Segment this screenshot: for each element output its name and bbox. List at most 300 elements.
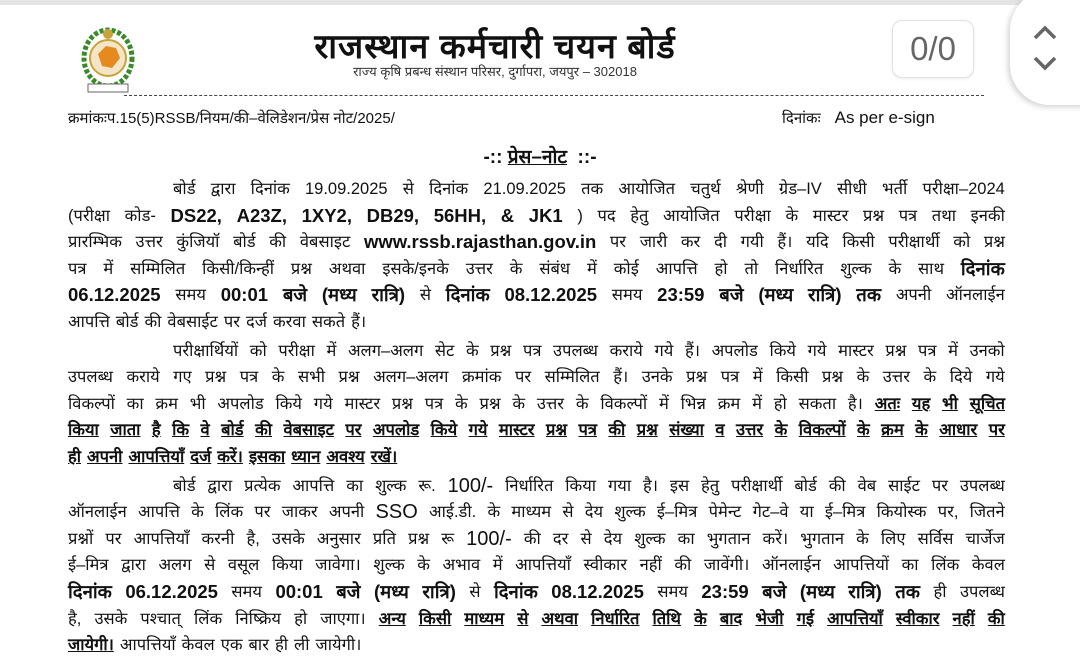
next-match-button[interactable] bbox=[1030, 52, 1060, 76]
text: आपत्ति bbox=[137, 503, 180, 522]
text: ग्रेड–IV bbox=[778, 180, 822, 198]
text: प्रश्न bbox=[338, 368, 360, 387]
heading-suffix: ::- bbox=[577, 147, 597, 168]
text: कोड- bbox=[124, 206, 156, 225]
text: पर bbox=[105, 529, 122, 548]
date-label: दिनांकः bbox=[782, 110, 821, 127]
bold-text: (मध्य bbox=[758, 284, 794, 306]
text: से bbox=[469, 582, 481, 601]
text: ) bbox=[577, 206, 583, 225]
text-line bbox=[68, 391, 1005, 418]
text: बोर्ड bbox=[115, 312, 139, 331]
emphasized-text: दर्ज bbox=[190, 447, 212, 466]
text: वेबसाईट bbox=[167, 312, 218, 331]
text: समय bbox=[231, 582, 262, 601]
text: पत्र bbox=[424, 394, 444, 413]
text: बोर्ड bbox=[173, 476, 196, 495]
bold-text: 06.12.2025 bbox=[68, 284, 161, 306]
text: ऑनलाईन bbox=[946, 286, 1005, 305]
emphasized-text: अपलोड bbox=[372, 421, 420, 440]
text: भुगतान bbox=[706, 529, 751, 548]
emphasized-text: प्रश्न bbox=[545, 421, 568, 440]
chevron-down-icon bbox=[1032, 55, 1058, 73]
emphasized-text: प्रश्न bbox=[636, 421, 658, 440]
emphasized-text: गई bbox=[796, 609, 814, 628]
text-line bbox=[68, 417, 1005, 444]
date-value: As per e-sign bbox=[834, 108, 935, 127]
text-line bbox=[68, 229, 1005, 256]
bold-text: DS22, bbox=[170, 204, 222, 226]
text: गये bbox=[313, 394, 333, 413]
text: में bbox=[752, 394, 762, 413]
bold-text: 08.12.2025 bbox=[551, 580, 644, 602]
text: में bbox=[103, 259, 114, 278]
emphasized-text: आधार bbox=[939, 421, 978, 440]
text: भिन्न bbox=[680, 394, 706, 413]
text: शुल्क bbox=[840, 259, 872, 278]
text: हैं। bbox=[351, 312, 367, 331]
text: जावेगा। bbox=[315, 556, 361, 575]
text: 21.09.2025 bbox=[483, 180, 566, 198]
text: ई–मित्र bbox=[824, 503, 866, 522]
text: के bbox=[923, 368, 937, 387]
text: सकते bbox=[311, 312, 346, 331]
text: प्रश्नों bbox=[68, 529, 94, 548]
emphasized-text: बाद bbox=[719, 609, 743, 628]
text: में bbox=[658, 394, 669, 413]
text: केवल bbox=[971, 556, 1005, 575]
text: अपलोड bbox=[217, 394, 264, 413]
paragraph bbox=[68, 473, 1005, 659]
bold-text: 23:59 bbox=[657, 284, 705, 306]
bold-text: रात्रि) bbox=[371, 284, 406, 306]
text: किसी/किन्हीं bbox=[202, 259, 274, 278]
text: जावेंगी। bbox=[703, 556, 750, 575]
text: ऑनलाईन bbox=[68, 503, 127, 522]
text: में bbox=[492, 556, 503, 575]
text-line bbox=[68, 526, 1005, 553]
text: परीक्षार्थी bbox=[888, 233, 940, 252]
text: यदि bbox=[806, 233, 829, 252]
text: परीक्षार्थियों bbox=[173, 341, 239, 360]
text-line bbox=[68, 473, 1005, 500]
text: पत्र bbox=[239, 368, 259, 387]
emphasized-text: निर्धारित bbox=[591, 609, 640, 628]
emphasized-text: किया bbox=[68, 421, 99, 440]
text: पर bbox=[254, 503, 271, 522]
text: देय bbox=[603, 529, 623, 548]
text: ऑनलाईन bbox=[761, 556, 821, 575]
text: शुल्क bbox=[375, 476, 407, 495]
text: आई.डी. bbox=[429, 503, 477, 522]
text: हेतु bbox=[701, 476, 720, 495]
emphasized-text: वे bbox=[200, 421, 210, 440]
text: जाएगा। bbox=[320, 609, 366, 628]
text: लिंक bbox=[194, 609, 223, 628]
text-line bbox=[68, 606, 1005, 633]
text: प्रश्न bbox=[821, 368, 844, 387]
text: पर, bbox=[937, 503, 959, 522]
paragraph bbox=[68, 176, 1005, 336]
emphasized-text: जायेगी। bbox=[68, 636, 114, 655]
text: गयी bbox=[740, 233, 764, 252]
text: के bbox=[509, 259, 523, 278]
text: गये bbox=[985, 368, 1005, 387]
emphasized-text: व bbox=[715, 421, 725, 440]
bold-text: (मध्य bbox=[799, 580, 835, 602]
text: की bbox=[523, 529, 541, 548]
text: में bbox=[948, 341, 958, 360]
emphasized-text: पर bbox=[345, 421, 362, 440]
text: को bbox=[249, 341, 267, 360]
text: के bbox=[856, 529, 869, 548]
text: जाकर bbox=[281, 503, 318, 522]
text: किसी bbox=[842, 233, 875, 252]
text: बोर्ड bbox=[173, 180, 196, 198]
text: देय bbox=[584, 503, 604, 522]
emphasized-text: गये bbox=[468, 421, 488, 440]
text: हैं। bbox=[613, 368, 629, 387]
text: किसी bbox=[776, 368, 809, 387]
text: पर bbox=[514, 368, 532, 387]
bold-text: बजे bbox=[282, 284, 308, 306]
text: आपत्ति bbox=[292, 476, 335, 495]
text: स्वीकार bbox=[583, 556, 628, 575]
bold-text: दिनांक bbox=[68, 580, 112, 602]
text: दिनांक bbox=[250, 180, 290, 198]
text: वेब bbox=[857, 476, 877, 495]
text: 19.09.2025 bbox=[304, 180, 388, 198]
emphasized-text: किये bbox=[430, 421, 458, 440]
emphasized-text: कि bbox=[172, 421, 190, 440]
paragraph bbox=[68, 338, 1005, 471]
text: संबंध bbox=[539, 259, 571, 278]
text: हो bbox=[294, 609, 308, 628]
emphasized-text: अन्य bbox=[378, 609, 406, 628]
text: उपलब्ध bbox=[959, 476, 1005, 495]
text: पर bbox=[223, 312, 240, 331]
text-line bbox=[68, 552, 1005, 579]
text: द्वारा bbox=[121, 556, 146, 575]
text: के bbox=[512, 394, 526, 413]
organization-address: राज्य कृषि प्रबन्ध संस्थान परिसर, दुर्गापरा, जयपुर – 302018 bbox=[353, 64, 637, 79]
emphasized-text: तिथि bbox=[652, 609, 681, 628]
bold-text: तक bbox=[895, 580, 921, 602]
text: पेमेन्ट bbox=[708, 503, 742, 522]
text: दर bbox=[552, 529, 569, 548]
bold-text: बजे bbox=[762, 580, 787, 602]
text: पत्र bbox=[917, 341, 937, 360]
press-note-heading bbox=[0, 143, 1080, 169]
text: की bbox=[674, 556, 692, 575]
text-line bbox=[68, 176, 1005, 203]
bold-text: रात्रि) bbox=[422, 580, 456, 602]
text: परीक्षार्थी bbox=[731, 476, 783, 495]
text: के bbox=[417, 556, 430, 575]
text: के bbox=[465, 341, 479, 360]
text: अलग bbox=[158, 556, 192, 575]
bold-text: 1XY2, bbox=[301, 204, 352, 226]
emphasized-text: अथवा bbox=[541, 609, 579, 628]
text: चतुर्थ bbox=[690, 180, 721, 198]
emphasized-text: विकल्पों bbox=[798, 421, 846, 440]
text: परीक्षा bbox=[734, 206, 771, 225]
text: करनी bbox=[201, 529, 235, 548]
text: कोई bbox=[613, 259, 639, 278]
text: लिए bbox=[880, 529, 906, 548]
text: की bbox=[144, 312, 162, 331]
text: किया bbox=[565, 476, 597, 495]
heading-text: प्रेस–नोट bbox=[507, 147, 567, 168]
text: द्वारा bbox=[210, 180, 236, 198]
text: गेट–वे bbox=[752, 503, 789, 522]
emphasized-text: की bbox=[608, 421, 626, 440]
bold-text: 56HH, bbox=[433, 204, 487, 226]
text: निष्क्रिय bbox=[235, 609, 281, 628]
bold-text: (मध्य bbox=[373, 580, 409, 602]
text: का bbox=[346, 476, 364, 495]
text: किये bbox=[769, 341, 796, 360]
text: उपलब्ध bbox=[68, 368, 113, 387]
text-line bbox=[68, 499, 1005, 526]
text: अलग–अलग bbox=[373, 368, 449, 387]
bold-text: दिनांक bbox=[493, 580, 538, 602]
emphasized-text: किसी bbox=[418, 609, 452, 628]
text: पत्र bbox=[720, 368, 740, 387]
text: उत्तर bbox=[135, 233, 163, 252]
text: उनके bbox=[641, 368, 673, 387]
text: निर्धारित bbox=[505, 476, 554, 495]
emphasized-text: इसका bbox=[248, 447, 286, 466]
bold-text: JK1 bbox=[528, 204, 563, 226]
text: उपलब्ध bbox=[959, 582, 1005, 601]
text: लिंक bbox=[931, 556, 960, 575]
emphasized-text: अतः bbox=[874, 394, 901, 413]
text: लिंक bbox=[215, 503, 244, 522]
text: हेतु bbox=[630, 206, 649, 225]
text: है। bbox=[642, 476, 658, 495]
search-match-counter: 0/0 bbox=[892, 20, 974, 78]
text: से bbox=[402, 180, 414, 198]
text: सम्मिलित bbox=[544, 368, 600, 387]
text: में bbox=[326, 341, 337, 360]
text: किये bbox=[275, 394, 302, 413]
text: आयोजित bbox=[663, 206, 720, 225]
text: से bbox=[419, 286, 432, 305]
text: उत्तर bbox=[536, 394, 565, 413]
text: आपत्ति bbox=[655, 259, 698, 278]
top-bar bbox=[0, 0, 1080, 5]
text: 100/- bbox=[447, 474, 494, 497]
emphasized-text: आपत्तियाँ bbox=[827, 609, 883, 628]
previous-match-button[interactable] bbox=[1030, 20, 1060, 44]
text: क्रम bbox=[155, 394, 178, 413]
text: गये bbox=[807, 341, 827, 360]
text: की bbox=[269, 233, 287, 252]
emphasized-text: रखें। bbox=[370, 447, 398, 466]
bold-text: दिनांक bbox=[960, 257, 1005, 279]
text: दर्ज bbox=[245, 312, 267, 331]
emphasized-text: संख्या bbox=[669, 421, 704, 440]
emphasized-text: वेबसाइट bbox=[283, 421, 334, 440]
text: इसके/इनके bbox=[382, 259, 449, 278]
emphasized-text: नहीं bbox=[952, 609, 975, 628]
rssb-emblem-logo bbox=[78, 24, 138, 96]
text: प्रश्न bbox=[863, 206, 885, 225]
bold-text: 00:01 bbox=[275, 580, 323, 602]
text: समय bbox=[611, 286, 643, 305]
emphasized-text: आपत्तियाँ bbox=[128, 447, 185, 466]
text: समय bbox=[175, 286, 206, 305]
text: नहीं bbox=[639, 556, 662, 575]
text: सेट bbox=[434, 341, 455, 360]
emphasized-text: की bbox=[255, 421, 273, 440]
text: केवल bbox=[181, 636, 215, 655]
text: के bbox=[455, 394, 468, 413]
text-line bbox=[68, 338, 1005, 365]
text: उसके bbox=[271, 529, 305, 548]
text: का bbox=[126, 394, 144, 413]
text: समय bbox=[657, 582, 688, 601]
bold-text: रात्रि) bbox=[848, 580, 882, 602]
emphasized-text: जाता bbox=[110, 421, 141, 440]
bold-text: & bbox=[500, 204, 515, 226]
text: कराये bbox=[609, 341, 643, 360]
text: रू. bbox=[418, 476, 436, 495]
text: मास्टर bbox=[344, 394, 381, 413]
text: जितने bbox=[969, 503, 1005, 522]
emphasized-text: है bbox=[151, 421, 161, 440]
text: है, bbox=[246, 529, 260, 548]
bold-text: तक bbox=[856, 284, 882, 306]
text: की bbox=[828, 476, 846, 495]
text: निर्धारित bbox=[775, 259, 824, 278]
text: ई–मित्र bbox=[68, 556, 109, 575]
text: या bbox=[799, 503, 814, 522]
organization-title: राजस्थान कर्मचारी चयन बोर्ड bbox=[314, 28, 676, 66]
text: करें। bbox=[762, 529, 789, 548]
text: हो bbox=[714, 259, 728, 278]
text: प्रश्न bbox=[686, 368, 708, 387]
text: 100/- bbox=[466, 527, 512, 550]
text: सभी bbox=[297, 368, 325, 387]
date-field bbox=[782, 108, 935, 128]
text: आपत्तियों bbox=[833, 556, 890, 575]
text: अलग–अलग bbox=[347, 341, 424, 360]
emphasized-text: माध्यम bbox=[464, 609, 505, 628]
text: ली bbox=[294, 636, 310, 655]
bold-text: बजे bbox=[719, 284, 744, 306]
chevron-up-icon bbox=[1032, 23, 1058, 41]
text: से bbox=[204, 556, 216, 575]
emphasized-text: भेजी bbox=[755, 609, 784, 628]
text: जायेगी। bbox=[315, 636, 362, 655]
emphasized-text: के bbox=[915, 421, 928, 440]
text: विकल्पों bbox=[600, 394, 648, 413]
text: का bbox=[677, 529, 695, 548]
text: अनुसार bbox=[316, 529, 361, 548]
text: आयोजित bbox=[618, 180, 676, 198]
text: इस bbox=[669, 476, 690, 495]
text: अपनी bbox=[328, 503, 365, 522]
heading-prefix: -:: bbox=[483, 147, 503, 168]
text: प्रश्न bbox=[391, 394, 413, 413]
text: SSO bbox=[375, 501, 418, 524]
bold-text: 06.12.2025 bbox=[125, 580, 218, 602]
text: भर्ती bbox=[882, 180, 908, 198]
text: से bbox=[562, 503, 574, 522]
text: में bbox=[586, 259, 597, 278]
emphasized-text: पत्र bbox=[578, 421, 597, 440]
text: प्रश्न bbox=[479, 394, 501, 413]
text: पत्र bbox=[898, 206, 918, 225]
text: दिये bbox=[949, 368, 973, 387]
text: जारी bbox=[639, 233, 668, 252]
bold-text: दिनांक bbox=[445, 284, 490, 306]
emphasized-text: बोर्ड bbox=[221, 421, 244, 440]
text: के bbox=[856, 368, 870, 387]
text: के bbox=[271, 368, 285, 387]
text: शुल्क bbox=[634, 529, 666, 548]
text: अपलोड bbox=[711, 341, 758, 360]
emphasized-text: अपनी bbox=[87, 447, 123, 466]
text: पद bbox=[597, 206, 616, 225]
document-body bbox=[68, 176, 1005, 661]
text: श्रेणी bbox=[735, 180, 764, 198]
divider bbox=[124, 95, 984, 96]
text: प्रश्न bbox=[490, 341, 512, 360]
text-line bbox=[68, 309, 1005, 336]
text: पर bbox=[609, 233, 627, 252]
text: हैं। bbox=[777, 233, 793, 252]
emphasized-text: पर bbox=[988, 421, 1005, 440]
text: को bbox=[953, 233, 971, 252]
text: में bbox=[752, 368, 763, 387]
text: पश्चात् bbox=[140, 609, 181, 628]
text-line bbox=[68, 203, 1005, 230]
text: के bbox=[785, 206, 799, 225]
emphasized-text: के bbox=[857, 421, 870, 440]
text: सर्विस bbox=[917, 529, 954, 548]
text: क्रमांक bbox=[461, 368, 502, 387]
text: तथा bbox=[931, 206, 957, 225]
text: मास्टर bbox=[812, 206, 849, 225]
text: उसके bbox=[94, 609, 128, 628]
bold-text: 08.12.2025 bbox=[504, 284, 598, 306]
text: के bbox=[191, 503, 204, 522]
text: किया bbox=[271, 556, 303, 575]
emphasized-text: ध्यान bbox=[291, 447, 321, 466]
text: के bbox=[888, 259, 902, 278]
text: प्रश्न bbox=[205, 368, 227, 387]
text: पत्र bbox=[68, 259, 87, 278]
text-line bbox=[68, 632, 1005, 659]
text: (परीक्षा bbox=[68, 206, 110, 225]
text: वेबसाइट bbox=[299, 233, 351, 252]
text: उनको bbox=[969, 341, 1005, 360]
text: सम्मिलित bbox=[130, 259, 186, 278]
emphasized-text: के bbox=[694, 609, 707, 628]
text: उपलब्ध bbox=[553, 341, 598, 360]
text: उत्तर bbox=[465, 259, 493, 278]
text: हैं। bbox=[684, 341, 700, 360]
text: वसूल bbox=[227, 556, 260, 575]
text: इनकी bbox=[970, 206, 1005, 225]
emphasized-text: की bbox=[987, 609, 1005, 628]
text: प्रश्न bbox=[885, 341, 907, 360]
text: प्रश्न bbox=[408, 529, 430, 548]
bold-text: 00:01 bbox=[220, 284, 269, 306]
